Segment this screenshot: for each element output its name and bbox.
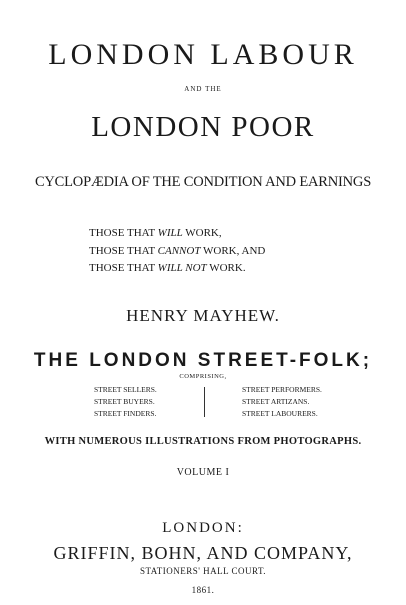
list-item: STREET PERFORMERS. — [242, 385, 322, 394]
publisher-address: STATIONERS' HALL COURT. — [139, 566, 267, 576]
title-part-1: LONDON LABOUR — [48, 38, 358, 71]
motto-line: THOSE THAT WILL WORK, — [89, 227, 222, 239]
left-column — [94, 384, 157, 420]
list-item: STREET SELLERS. — [94, 385, 157, 394]
motto-line: THOSE THAT WILL NOT WORK. — [89, 262, 246, 274]
section-title: THE LONDON STREET-FOLK; — [33, 350, 373, 371]
motto-lines — [89, 225, 265, 278]
publication-city: LONDON: — [162, 520, 244, 536]
title-part-2: LONDON POOR — [91, 111, 315, 143]
list-item: STREET LABOURERS. — [242, 409, 318, 418]
list-item: STREET FINDERS. — [94, 409, 157, 418]
author-name: HENRY MAYHEW. — [126, 306, 280, 325]
subtitle: CYCLOPÆDIA OF THE CONDITION AND EARNINGS — [34, 174, 372, 190]
right-column — [242, 384, 322, 420]
list-item: STREET BUYERS. — [94, 397, 155, 406]
and-the-text: AND THE — [184, 85, 222, 93]
publication-year: 1861. — [191, 585, 215, 595]
list-item: STREET ARTIZANS. — [242, 397, 310, 406]
volume-label: VOLUME I — [176, 467, 230, 478]
publisher-name: GRIFFIN, BOHN, AND COMPANY, — [53, 543, 353, 563]
motto-line: THOSE THAT CANNOT WORK, AND — [89, 244, 266, 257]
illustrations-note: WITH NUMEROUS ILLUSTRATIONS FROM PHOTOGRAPHS. — [44, 436, 362, 447]
column-divider — [204, 387, 205, 417]
comprising-label: COMPRISING, — [179, 373, 227, 380]
